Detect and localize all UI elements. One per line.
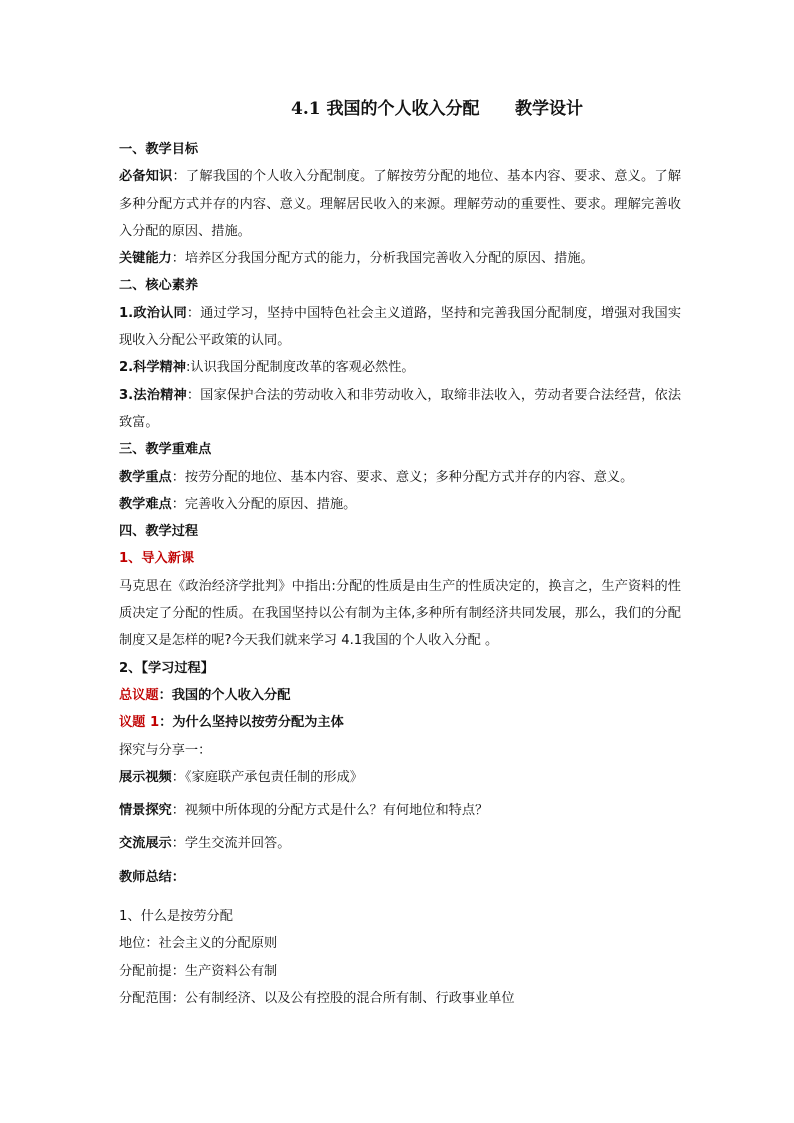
paragraph-scenario-inquiry <box>119 797 681 824</box>
paragraph-scientific-spirit <box>119 354 681 381</box>
paragraph-scope: 分配范围：公有制经济、以及公有控股的混合所有制、行政事业单位 <box>119 990 515 1006</box>
paragraph-introduction: 马克思在《政治经济学批判》中指出:分配的性质是由生产的性质决定的，换言之，生产资料的性质决定了分配的性质。在我国坚持以公有制为主体,多种所有制经济共同发展，那么，我们的分配制度又是怎样的呢?今天我们就来学习 4.1我国的个人收入分配 。 <box>119 578 681 649</box>
paragraph-point-1: 1、什么是按劳分配 <box>119 909 233 925</box>
document-title: 4.1 我国的个人收入分配 教学设计 <box>290 99 583 119</box>
step-introduction-heading: 1、导入新课 <box>119 551 195 567</box>
paragraph-political-identity <box>119 300 681 355</box>
paragraph-show-video <box>119 764 681 791</box>
paragraph-explore-share: 探究与分享一： <box>119 742 212 758</box>
text-political-identity: ：通过学习，坚持中国特色社会主义道路，坚持和完善我国分配制度，增强对我国实现收入分配公平政策的认同。 <box>119 305 682 349</box>
label-teaching-difficulty: 教学难点 <box>119 496 172 512</box>
section-heading-objectives: 一、教学目标 <box>119 142 199 157</box>
label-rule-of-law: 3.法治精神 <box>119 387 187 403</box>
text-topic-1: ：为什么坚持以按劳分配为主体 <box>159 715 344 731</box>
paragraph-teacher-summary: 教师总结： <box>119 869 185 885</box>
paragraph-teaching-focus <box>119 464 681 491</box>
text-rule-of-law: ：国家保护合法的劳动收入和非劳动收入，取缔非法收入，劳动者要合法经营，依法致富。 <box>119 387 682 430</box>
label-topic-1: 议题 1 <box>119 715 160 731</box>
text-required-knowledge: ：了解我国的个人收入分配制度。了解按劳分配的地位、基本内容、要求、意义。了解多种分配方式并存的内容、意义。理解居民收入的来源。理解劳动的重要性、要求。理解完善收入分配的原因、措施。 <box>119 169 682 239</box>
paragraph-exchange-show <box>119 830 681 857</box>
label-show-video: 展示视频 <box>119 769 172 785</box>
text-scientific-spirit: :认识我国分配制度改革的客观必然性。 <box>185 360 415 376</box>
label-general-topic: 总议题 <box>119 687 159 703</box>
text-scenario-inquiry: ：视频中所体现的分配方式是什么？有何地位和特点？ <box>171 803 489 819</box>
label-key-ability: 关键能力 <box>119 251 172 267</box>
section-heading-core-literacy: 二、核心素养 <box>119 278 199 294</box>
label-scientific-spirit: 2.科学精神 <box>119 360 186 376</box>
label-exchange-show: 交流展示 <box>119 836 172 852</box>
label-scenario-inquiry: 情景探究 <box>119 803 172 819</box>
text-general-topic: ：我国的个人收入分配 <box>158 687 291 703</box>
section-heading-process: 四、教学过程 <box>119 524 199 540</box>
paragraph-rule-of-law <box>119 382 681 437</box>
text-teaching-difficulty: ：完善收入分配的原因、措施。 <box>171 496 357 512</box>
document-page <box>119 98 681 1012</box>
text-key-ability: ：培养区分我国分配方式的能力，分析我国完善收入分配的原因、措施。 <box>171 251 594 267</box>
label-teaching-focus: 教学重点 <box>119 469 172 485</box>
label-political-identity: 1.政治认同 <box>119 305 187 321</box>
text-exchange-show: ：学生交流并回答。 <box>171 836 291 852</box>
paragraph-topic-1 <box>119 709 681 736</box>
paragraph-status: 地位：社会主义的分配原则 <box>119 936 278 952</box>
paragraph-teaching-difficulty <box>119 491 681 518</box>
paragraph-general-topic <box>119 682 681 709</box>
paragraph-premise: 分配前提：生产资料公有制 <box>119 963 278 979</box>
label-required-knowledge: 必备知识 <box>119 169 173 185</box>
text-teaching-focus: ：按劳分配的地位、基本内容、要求、意义；多种分配方式并存的内容、意义。 <box>171 469 634 485</box>
text-show-video: ：《家庭联产承包责任制的形成》 <box>171 769 363 785</box>
section-heading-key-points: 三、教学重难点 <box>119 442 212 458</box>
paragraph-key-ability <box>119 245 681 272</box>
step-learning-process-heading: 2、【学习过程】 <box>119 660 214 676</box>
paragraph-required-knowledge <box>119 163 681 245</box>
